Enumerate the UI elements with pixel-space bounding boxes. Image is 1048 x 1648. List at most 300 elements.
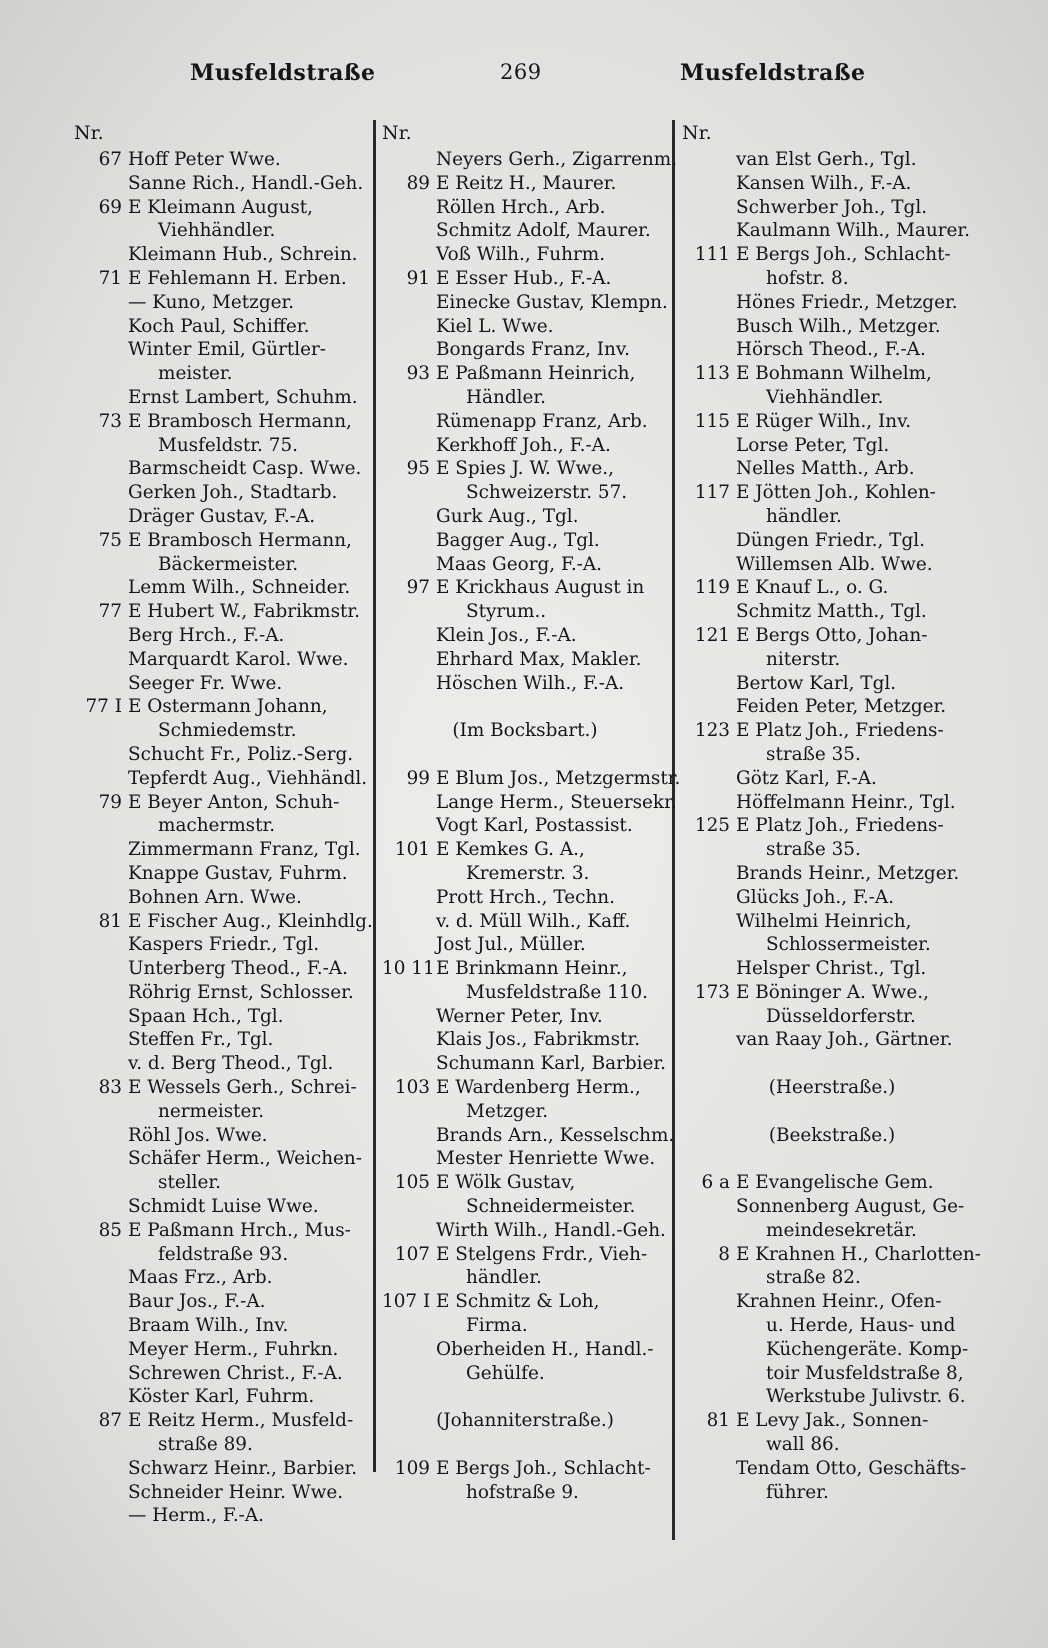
entry-text: führer. (766, 1481, 829, 1503)
house-number (74, 767, 128, 791)
house-number (682, 1362, 736, 1386)
section-heading: (Heerstraße.) (768, 1077, 896, 1099)
directory-entry (682, 1457, 982, 1481)
house-number (74, 576, 128, 600)
entry-continuation (682, 1005, 982, 1029)
entry-continuation (682, 1362, 982, 1386)
entry-continuation (74, 719, 369, 743)
entry-text: Tendam Otto, Geschäfts- (736, 1457, 967, 1479)
house-number (74, 1314, 128, 1338)
directory-entry (682, 362, 982, 386)
house-number: 10 11 (382, 958, 435, 980)
house-number: 81 (706, 1410, 730, 1432)
directory-entry (382, 196, 668, 220)
entry-text: straße 82. (766, 1267, 861, 1289)
directory-entry (74, 172, 369, 196)
house-number (682, 910, 736, 934)
entry-text: Bäckermeister. (158, 553, 299, 575)
house-number (74, 243, 128, 267)
entry-text: Spaan Hch., Tgl. (128, 1005, 284, 1027)
entry-text: Lange Herm., Steuersekr. (436, 791, 677, 813)
entry-text: — Kuno, Metzger. (128, 291, 295, 313)
directory-entry (682, 553, 982, 577)
spacer (682, 1052, 982, 1076)
entry-text: Werkstube Julivstr. 6. (766, 1386, 966, 1408)
directory-entry (74, 1147, 369, 1171)
directory-entry (382, 1147, 668, 1171)
entry-text: Sanne Rich., Handl.-Geh. (128, 172, 364, 194)
entry-text: Düsseldorferstr. (766, 1005, 916, 1027)
directory-entry (74, 1362, 369, 1386)
entry-text: Rümenapp Franz, Arb. (436, 410, 648, 432)
directory-entry (682, 600, 982, 624)
entry-text: Maas Frz., Arb. (128, 1267, 273, 1289)
entry-text: Mester Henriette Wwe. (436, 1148, 656, 1170)
entry-continuation (382, 1266, 668, 1290)
entry-text: Seeger Fr. Wwe. (128, 672, 283, 694)
directory-entry (682, 814, 982, 838)
directory-entry (682, 434, 982, 458)
entry-text: Marquardt Karol. Wwe. (128, 648, 349, 670)
directory-entry (74, 672, 369, 696)
entry-text: E Platz Joh., Friedens- (736, 720, 944, 742)
house-number (382, 481, 436, 505)
entry-text: E Fehlemann H. Erben. (128, 267, 347, 289)
directory-entry (74, 196, 369, 220)
section-heading: (Beekstraße.) (768, 1124, 896, 1146)
house-number: 99 (406, 767, 430, 789)
directory-entry (682, 695, 982, 719)
directory-entry (74, 386, 369, 410)
entry-text: Firma. (466, 1315, 528, 1337)
entry-text: E Evangelische Gem. (736, 1172, 934, 1194)
entry-text: E Stelgens Frdr., Vieh- (436, 1243, 648, 1265)
directory-entry (382, 172, 668, 196)
house-number (682, 1195, 736, 1219)
house-number: 67 (98, 149, 122, 170)
spacer (382, 1433, 668, 1457)
directory-entry (74, 148, 369, 172)
entry-text: Jost Jul., Müller. (436, 934, 586, 956)
directory-entry (682, 624, 982, 648)
house-number (74, 1028, 128, 1052)
entry-text: Steffen Fr., Tgl. (128, 1029, 274, 1051)
directory-entry (682, 410, 982, 434)
directory-entry (682, 957, 982, 981)
spacer (682, 1100, 982, 1124)
house-number (74, 1385, 128, 1409)
entry-text: Schmiedemstr. (158, 720, 297, 742)
entry-text: Ernst Lambert, Schuhm. (128, 386, 358, 408)
house-number (382, 1028, 436, 1052)
entry-text: Bertow Karl, Tgl. (736, 672, 897, 694)
directory-entry (74, 1385, 369, 1409)
entry-text: E Levy Jak., Sonnen- (736, 1410, 929, 1432)
house-number (682, 862, 736, 886)
entry-text: E Krickhaus August in (436, 577, 645, 599)
entry-text: Kiel L. Wwe. (436, 315, 554, 337)
house-number (682, 1266, 736, 1290)
entry-text: Gerken Joh., Stadtarb. (128, 482, 338, 504)
directory-entry (382, 291, 668, 315)
house-number: 77 I (85, 696, 122, 718)
house-number (74, 1147, 128, 1171)
section-heading: (Johanniterstraße.) (436, 1410, 614, 1432)
house-number (74, 1504, 128, 1528)
house-number (74, 1100, 128, 1124)
house-number (74, 957, 128, 981)
house-number (74, 172, 128, 196)
directory-entry (682, 576, 982, 600)
house-number: 121 (694, 624, 730, 646)
spacer (382, 743, 668, 767)
entry-continuation (682, 743, 982, 767)
directory-entry (74, 410, 369, 434)
section-heading: (Im Bocksbart.) (452, 720, 598, 742)
entry-text: Willemsen Alb. Wwe. (736, 553, 933, 575)
directory-entry (74, 1290, 369, 1314)
entry-continuation (382, 481, 668, 505)
house-number: 89 (406, 172, 430, 194)
entry-text: händler. (466, 1267, 542, 1289)
entry-continuation (682, 267, 982, 291)
house-number (382, 529, 436, 553)
house-number (74, 553, 128, 577)
house-number (682, 315, 736, 339)
house-number (74, 672, 128, 696)
house-number (682, 695, 736, 719)
house-number (74, 1290, 128, 1314)
house-number (74, 1052, 128, 1076)
house-number (74, 886, 128, 910)
directory-entry (74, 981, 369, 1005)
entry-text: Hoff Peter Wwe. (128, 149, 281, 170)
entry-text: Vogt Karl, Postassist. (436, 815, 633, 837)
entry-text: nermeister. (158, 1100, 265, 1122)
directory-entry (74, 481, 369, 505)
entry-text: Winter Emil, Gürtler- (128, 339, 327, 361)
directory-entry (74, 529, 369, 553)
entry-continuation (382, 1362, 668, 1386)
directory-entry (74, 1052, 369, 1076)
house-number: 115 (694, 410, 730, 432)
entry-text: E Brambosch Hermann, (128, 410, 352, 432)
column-rule (672, 120, 675, 1540)
house-number: 83 (98, 1077, 122, 1099)
directory-entry (682, 529, 982, 553)
entry-text: Werner Peter, Inv. (436, 1005, 603, 1027)
directory-entry (382, 1076, 668, 1100)
directory-entry (382, 553, 668, 577)
directory-entry (74, 886, 369, 910)
directory-entry (682, 981, 982, 1005)
directory-entry (682, 1243, 982, 1267)
house-number (682, 172, 736, 196)
entry-text: toir Musfeldstraße 8, (766, 1362, 964, 1384)
entry-text: Kremerstr. 3. (466, 862, 590, 884)
entry-text: Klais Jos., Fabrikmstr. (436, 1029, 641, 1051)
entry-text: Röllen Hrch., Arb. (436, 196, 606, 218)
entry-text: Röhl Jos. Wwe. (128, 1124, 268, 1146)
entry-text: E Wessels Gerh., Schrei- (128, 1077, 357, 1099)
house-number: 97 (406, 577, 430, 599)
directory-entry (682, 338, 982, 362)
directory-entry (382, 457, 668, 481)
entry-text: Götz Karl, F.-A. (736, 767, 877, 789)
entry-text: Schmitz Adolf, Maurer. (436, 220, 651, 242)
house-number (382, 1147, 436, 1171)
entry-text: E Bohmann Wilhelm, (736, 363, 932, 385)
entry-continuation (682, 386, 982, 410)
directory-entry (682, 172, 982, 196)
entry-text: Wirth Wilh., Handl.-Geh. (436, 1219, 666, 1241)
entry-text: E Reitz H., Maurer. (436, 172, 617, 194)
entry-continuation (682, 1433, 982, 1457)
directory-entry (682, 886, 982, 910)
house-number (682, 767, 736, 791)
entry-text: Unterberg Theod., F.-A. (128, 958, 348, 980)
entry-text: Schneidermeister. (466, 1196, 636, 1218)
house-number: 109 (394, 1457, 430, 1479)
house-number (682, 648, 736, 672)
house-number (382, 791, 436, 815)
entry-text: E Bergs Joh., Schlacht- (436, 1457, 651, 1479)
entry-text: Maas Georg, F.-A. (436, 553, 603, 575)
house-number (682, 1314, 736, 1338)
entry-text: Köster Karl, Fuhrm. (128, 1386, 315, 1408)
entry-text: Prott Hrch., Techn. (436, 886, 615, 908)
entry-text: Kaspers Friedr., Tgl. (128, 934, 320, 956)
entry-text: E Böninger A. Wwe., (736, 981, 929, 1003)
entry-text: Neyers Gerh., Zigarrenm. (436, 149, 678, 170)
entry-text: Klein Jos., F.-A. (436, 624, 577, 646)
entry-continuation (382, 600, 668, 624)
entry-continuation (682, 1481, 982, 1505)
house-number (382, 505, 436, 529)
directory-entry (682, 672, 982, 696)
house-number (74, 624, 128, 648)
entry-continuation (74, 219, 369, 243)
entry-text: E Hubert W., Fabrikmstr. (128, 601, 361, 623)
house-number (682, 1481, 736, 1505)
house-number: 123 (694, 720, 730, 742)
entry-text: Kleimann Hub., Schrein. (128, 244, 358, 266)
entry-text: Voß Wilh., Fuhrm. (436, 244, 606, 266)
house-number (682, 386, 736, 410)
house-number (74, 838, 128, 862)
entry-text: E Paßmann Hrch., Mus- (128, 1219, 351, 1241)
entry-continuation (382, 1314, 668, 1338)
entry-text: Dräger Gustav, F.-A. (128, 505, 316, 527)
directory-entry (382, 933, 668, 957)
house-number (682, 838, 736, 862)
house-number (682, 743, 736, 767)
house-number (682, 505, 736, 529)
entry-text: straße 89. (158, 1434, 253, 1456)
house-number: 77 (98, 601, 122, 623)
entry-text: Schweizerstr. 57. (466, 482, 628, 504)
house-number (382, 243, 436, 267)
entry-text: E Jötten Joh., Kohlen- (736, 482, 936, 504)
house-number (74, 743, 128, 767)
directory-entry (74, 624, 369, 648)
running-header-right: Musfeldstraße (680, 60, 866, 86)
entry-text: Wilhelmi Heinrich, (736, 910, 912, 932)
house-number: 81 (98, 910, 122, 932)
house-number: 119 (694, 577, 730, 599)
entry-text: Lemm Wilh., Schneider. (128, 577, 351, 599)
house-number (74, 1362, 128, 1386)
directory-entry (682, 1171, 982, 1195)
entry-text: E Paßmann Heinrich, (436, 363, 636, 385)
house-number (382, 672, 436, 696)
column-1 (74, 118, 373, 1528)
house-number (382, 1338, 436, 1362)
house-number: 87 (98, 1410, 122, 1432)
directory-entry (382, 767, 681, 791)
entry-text: Höffelmann Heinr., Tgl. (736, 791, 956, 813)
directory-entry (74, 791, 369, 815)
entry-continuation (682, 648, 982, 672)
entry-text: Barmscheidt Casp. Wwe. (128, 458, 362, 480)
directory-entry (74, 838, 369, 862)
house-number (682, 457, 736, 481)
entry-continuation (74, 1171, 369, 1195)
directory-entry (74, 1028, 369, 1052)
house-number (382, 553, 436, 577)
directory-entry (74, 1219, 369, 1243)
entry-continuation (682, 1385, 982, 1409)
directory-entry (682, 481, 982, 505)
house-number (382, 338, 436, 362)
house-number (382, 1052, 436, 1076)
house-number (682, 1290, 736, 1314)
entry-continuation (682, 838, 982, 862)
entry-text: niterstr. (766, 648, 841, 670)
column-label: Nr. (382, 122, 412, 144)
house-number (682, 529, 736, 553)
entry-text: v. d. Müll Wilh., Kaff. (436, 910, 631, 932)
entry-text: Musfeldstr. 75. (158, 434, 298, 456)
entry-text: Kaulmann Wilh., Maurer. (736, 220, 971, 242)
house-number (382, 1005, 436, 1029)
directory-entry (382, 1219, 668, 1243)
entry-continuation (74, 1243, 369, 1267)
directory-entry (382, 624, 668, 648)
column-2 (382, 118, 681, 1504)
house-number (74, 219, 128, 243)
entry-text: E Kemkes G. A., (436, 839, 585, 861)
house-number (74, 1005, 128, 1029)
directory-entry (382, 243, 668, 267)
running-header-left: Musfeldstraße (190, 60, 376, 86)
house-number (74, 362, 128, 386)
entry-text: Bagger Aug., Tgl. (436, 529, 600, 551)
entry-text: Busch Wilh., Metzger. (736, 315, 941, 337)
entry-text: E Blum Jos., Metzgermstr. (436, 767, 681, 789)
house-number (74, 481, 128, 505)
entry-text: E Esser Hub., F.-A. (436, 267, 612, 289)
house-number (382, 886, 436, 910)
entry-text: van Elst Gerh., Tgl. (736, 149, 917, 170)
entry-text: Glücks Joh., F.-A. (736, 886, 895, 908)
house-number (382, 624, 436, 648)
directory-entry (382, 410, 668, 434)
entry-text: Höschen Wilh., F.-A. (436, 672, 625, 694)
entry-text: Küchengeräte. Komp- (766, 1338, 969, 1360)
entry-text: Hönes Friedr., Metzger. (736, 291, 958, 313)
entry-text: feldstraße 93. (158, 1243, 289, 1265)
entry-text: van Raay Joh., Gärtner. (736, 1029, 953, 1051)
directory-entry (74, 1005, 369, 1029)
directory-entry (682, 457, 982, 481)
entry-text: Musfeldstraße 110. (466, 981, 649, 1003)
house-number: 73 (98, 410, 122, 432)
directory-entry (382, 1243, 668, 1267)
house-number (382, 196, 436, 220)
directory-entry (74, 505, 369, 529)
directory-entry (682, 219, 982, 243)
house-number (382, 1124, 436, 1148)
house-number (682, 1433, 736, 1457)
directory-entry (74, 957, 369, 981)
entry-text: straße 35. (766, 743, 861, 765)
column-rule (373, 120, 376, 1472)
directory-entry (382, 1052, 668, 1076)
entry-text: E Wardenberg Herm., (436, 1077, 641, 1099)
directory-entry (382, 267, 668, 291)
house-number (74, 386, 128, 410)
entry-text: Brands Heinr., Metzger. (736, 862, 960, 884)
directory-entry (682, 196, 982, 220)
house-number (74, 1266, 128, 1290)
directory-entry (382, 529, 668, 553)
entry-continuation (682, 1219, 982, 1243)
entry-text: Koch Paul, Schiffer. (128, 315, 310, 337)
house-number (74, 1124, 128, 1148)
house-number (74, 1338, 128, 1362)
house-number: 101 (394, 839, 430, 861)
entry-text: E Schmitz & Loh, (436, 1291, 600, 1313)
directory-entry (74, 457, 369, 481)
spacer (382, 695, 668, 719)
house-number: 125 (694, 815, 730, 837)
directory-entry (682, 243, 982, 267)
house-number (682, 338, 736, 362)
entry-text: E Krahnen H., Charlotten- (736, 1243, 981, 1265)
entry-text: meister. (158, 363, 233, 385)
entry-text: Gehülfe. (466, 1362, 545, 1384)
entry-text: Hörsch Theod., F.-A. (736, 339, 926, 361)
directory-entry (74, 648, 369, 672)
entry-text: Helsper Christ., Tgl. (736, 958, 927, 980)
directory-entry (682, 291, 982, 315)
directory-entry (382, 1457, 668, 1481)
house-number (382, 1100, 436, 1124)
house-number (682, 886, 736, 910)
entry-text: Brands Arn., Kesselschm. (436, 1124, 675, 1146)
house-number (682, 1385, 736, 1409)
house-number: 107 I (382, 1291, 431, 1313)
entry-text: E Beyer Anton, Schuh- (128, 791, 340, 813)
entry-text: Viehhändler. (766, 386, 884, 408)
house-number (382, 1314, 436, 1338)
house-number (382, 291, 436, 315)
entry-text: u. Herde, Haus- und (766, 1315, 956, 1337)
entry-continuation (382, 1100, 668, 1124)
entry-text: E Wölk Gustav, (436, 1172, 576, 1194)
entry-text: Nelles Matth., Arb. (736, 458, 915, 480)
